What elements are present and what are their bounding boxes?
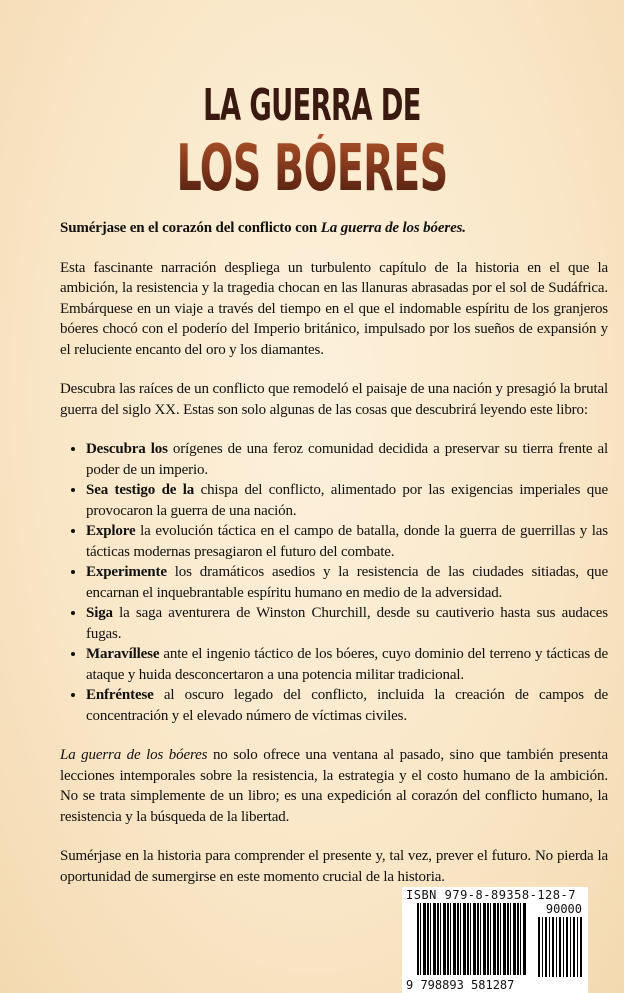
list-item [86,644,608,685]
price-code: 90000 [545,902,582,916]
list-item [86,521,608,562]
title-line-2: LOS BÓERES [119,134,506,204]
isbn-barcode [402,887,588,993]
list-item [86,603,608,644]
bullet-text: al oscuro legado del conflicto, incluida la creación de campos de concentración y el elevado número de víctimas civiles. [86,687,608,724]
list-item [86,480,608,521]
intro-text: Sumérjase en el corazón del conflicto con [60,220,321,236]
paragraph-1: Esta fascinante narración despliega un turbulento capítulo de la historia en el que la ambición, la resistencia y la tragedia chocan en las llanuras abrasadas por el sol de Sudáfrica. Embárquese en un viaje a través del tiempo en el que el indomable espíritu de los granjeros bóeres chocó con el poderío del Imperio británico, impulsado por los sueños de expansión y el reluciente encanto del oro y los diamantes. [60,259,608,358]
bullet-text: la saga aventurera de Winston Churchill, desde su cautiverio hasta sus audaces fugas. [86,605,608,642]
intro-book-title: La guerra de los bóeres. [320,220,466,236]
list-item [86,562,608,603]
blurb [60,218,608,906]
paragraph-3 [60,745,608,827]
book-title-italic: La guerra de los bóeres [60,747,208,763]
paragraph-3-text: no solo ofrece una ventana al pasado, sino que también presenta lecciones intemporales sobre la resistencia, la estrategia y el costo humano de la ambición. No se trata simplemente de un libro; es una expedición al corazón del conflicto humano, la resistencia y la búsqueda de la libertad. [60,747,608,825]
book-title [0,78,624,204]
bullet-lead: Enfréntese [86,687,154,703]
list-item [86,685,608,726]
bullet-lead: Explore [86,523,136,539]
bullet-lead: Maravíllese [86,646,160,662]
price-barcode-bars [538,917,584,977]
bullet-text: los dramáticos asedios y la resistencia de las ciudades sitiadas, que encarnan el inquebrantable espíritu humano en medio de la adversidad. [86,564,608,601]
bullet-lead: Sea testigo de la [86,482,195,498]
bullet-text: chispa del conflicto, alimentado por las exigencias imperiales que provocaron la guerra de una nación. [86,482,608,519]
barcode-digits: 9 798893 581287 [406,978,515,992]
list-item [86,439,608,480]
title-line-1: LA GUERRA DE [203,80,421,131]
bullet-text: la evolución táctica en el campo de batalla, donde la guerra de guerrillas y las tácticas modernas presagiaron el futuro del combate. [86,523,608,560]
bullet-lead: Siga [86,605,113,621]
paragraph-2: Descubra las raíces de un conflicto que remodeló el paisaje de una nación y presagió la brutal guerra del siglo XX. Estas son solo algunas de las cosas que descubrirá leyendo este libro: [60,381,608,418]
barcode-bars [417,903,527,975]
bullet-list [60,439,608,726]
bullet-lead: Descubra los [86,441,168,457]
isbn-label: ISBN 979-8-89358-128-7 [406,888,576,902]
intro [60,218,608,239]
bullet-text: orígenes de una feroz comunidad decidida a preservar su tierra frente al poder de un imperio. [86,441,608,478]
paragraph-4: Sumérjase en la historia para comprender el presente y, tal vez, prever el futuro. No pierda la oportunidad de sumergirse en este momento crucial de la historia. [60,848,608,885]
bullet-lead: Experimente [86,564,167,580]
bullet-text: ante el ingenio táctico de los bóeres, cuyo dominio del terreno y tácticas de ataque y huida desconcertaron a una potencia militar tradicional. [86,646,608,683]
